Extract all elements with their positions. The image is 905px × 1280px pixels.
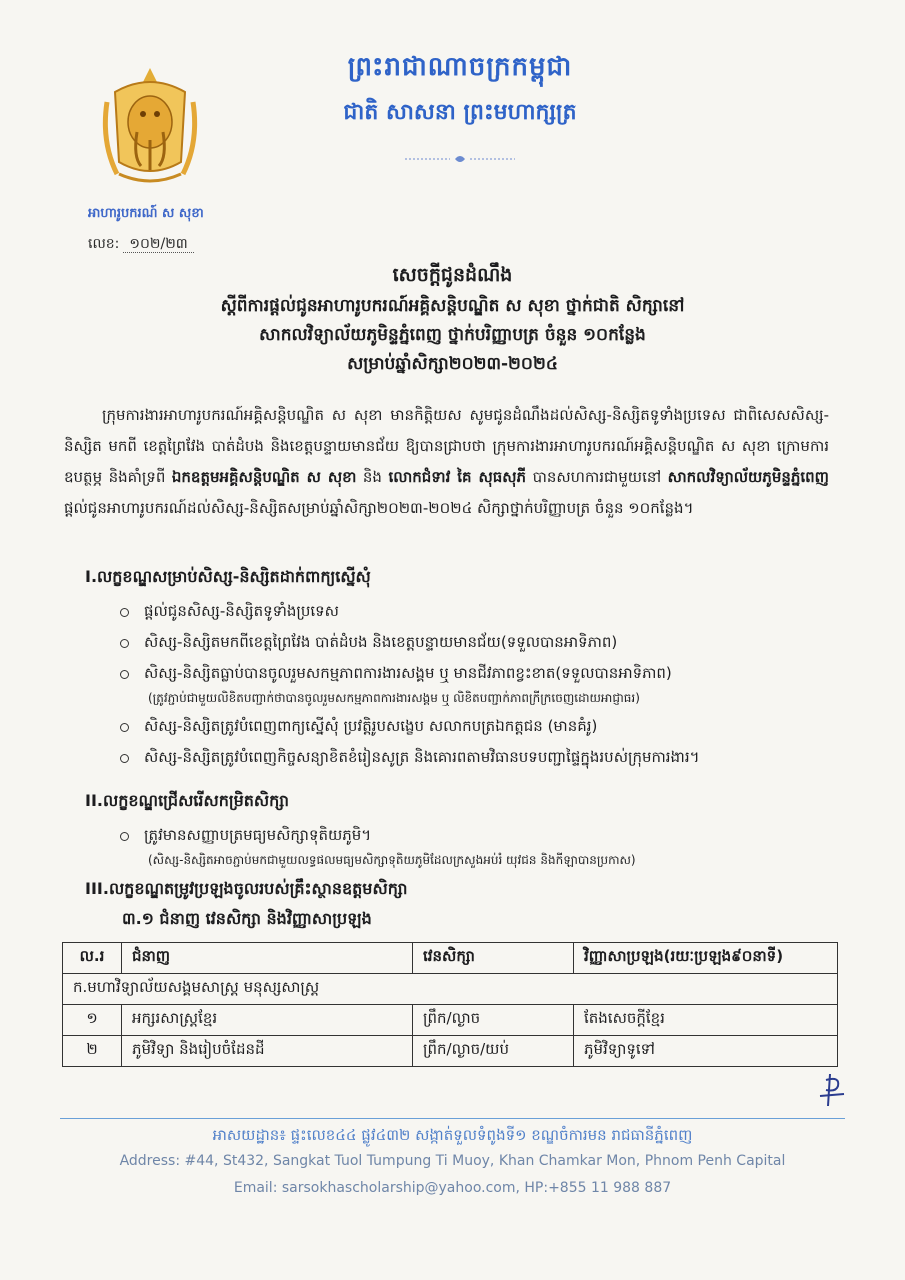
reference-number	[88, 234, 194, 255]
list-item: ផ្តល់ជូនសិស្ស-និស្សិតទូទាំងប្រទេស	[118, 596, 818, 627]
section-1-list	[118, 596, 818, 773]
table-group-row	[63, 974, 838, 1005]
table-row	[63, 1005, 838, 1036]
intro-part-4: ផ្តល់ជូនអាហារូបករណ៍ដល់សិស្ស-និស្សិតសម្រាប់ឆ្នាំសិក្សា២០២៣-២០២៤ សិក្សាថ្នាក់បរិញ្ញាបត្រ ចំនួន ១០កន្លែង។	[64, 499, 694, 517]
section-2-heading: II.លក្ខខណ្ឌជ្រើសរើសកម្រិតសិក្សា	[85, 791, 289, 810]
intro-part-3: បានសហការជាមួយនៅ	[532, 468, 662, 486]
section-3-heading: III.លក្ខខណ្ឌតម្រូវប្រឡងចូលរបស់គ្រឹះស្ថានឧត្តមសិក្សា	[85, 879, 408, 898]
table-cell: ព្រឹក/ល្ងាច	[413, 1005, 574, 1036]
section-1-heading: I.លក្ខខណ្ឌសម្រាប់សិស្ស-និស្សិតដាក់ពាក្យស្នើសុំ	[85, 567, 371, 586]
table-cell: ២	[63, 1036, 122, 1067]
intro-bold-1: ឯកឧត្តមអគ្គិសន្តិបណ្ឌិត ស សុខា	[171, 468, 357, 486]
table-cell: អក្សរសាស្ត្រខ្មែរ	[122, 1005, 413, 1036]
intro-bold-3: សាកលវិទ្យាល័យភូមិន្ទភ្នំពេញ	[667, 468, 829, 486]
intro-paragraph	[64, 400, 829, 524]
initial-signature-icon	[812, 1070, 852, 1110]
kingdom-name: ព្រះរាជាណាចក្រកម្ពុជា	[347, 52, 573, 82]
list-item: ត្រូវមានសញ្ញាបត្រមធ្យមសិក្សាទុតិយភូមិ។	[118, 820, 818, 851]
reference-value: ១០២/២៣	[123, 236, 193, 253]
organization-name: អាហារូបករណ៍ ស សុខា	[88, 206, 204, 221]
table-header-cell: ជំនាញ	[122, 943, 413, 974]
list-item: សិស្ស-និស្សិតមកពីខេត្តព្រៃវែង បាត់ដំបង និងខេត្តបន្ទាយមានជ័យ(ទទួលបានអាទិភាព)	[118, 627, 818, 658]
table-cell: តែងសេចក្តីខ្មែរ	[574, 1005, 838, 1036]
title-line-2: ស្តីពីការផ្តល់ជូនអាហារូបករណ៍អគ្គិសន្តិបណ្ឌិត ស សុខា ថ្នាក់ជាតិ សិក្សានៅ	[220, 296, 685, 316]
section-2-list	[118, 820, 818, 873]
table-header-cell: ល.រ	[63, 943, 122, 974]
table-row	[63, 1036, 838, 1067]
footer-address-khmer: អាសយដ្ឋាន៖ ផ្ទះលេខ៤៤ ផ្លូវ៤៣២ សង្កាត់ទួលទំពូងទី១ ខណ្ឌចំការមន រាជធានីភ្នំពេញ	[212, 1126, 693, 1144]
intro-bold-2: លោកជំទាវ គៃ សុធសុភី	[388, 468, 527, 486]
footer-address-english: Address: #44, St432, Sangkat Tuol Tumpung Ti Muoy, Khan Chamkar Mon, Phnom Penh Capital	[119, 1153, 786, 1169]
intro-part-2: និង	[362, 468, 382, 486]
table-cell: ព្រឹក/ល្ងាច/យប់	[413, 1036, 574, 1067]
footer-divider	[60, 1118, 845, 1119]
ornament-divider-icon	[385, 152, 535, 166]
footer-contact: Email: sarsokhascholarship@yahoo.com, HP:+855 11 988 887	[233, 1180, 672, 1196]
table-cell: ភូមិវិទ្យា និងរៀបចំដែនដី	[122, 1036, 413, 1067]
list-item: សិស្ស-និស្សិតត្រូវបំពេញពាក្យស្នើសុំ ប្រវត្តិរូបសង្ខេប សលាកបត្រឯកត្តជន (មានគំរូ)	[118, 711, 818, 742]
intro-part-1: ក្រុមការងារអាហារូបករណ៍អគ្គិសន្តិបណ្ឌិត ស សុខា មានកិត្តិយស សូមជូនដំណឹងដល់សិស្ស-និស្សិតទូទាំងប្រទេស ជាពិសេសសិស្ស-និស្សិត មកពី ខេត្តព្រៃវែង បាត់ដំបង និងខេត្តបន្ទាយមានជ័យ ឱ្យបានជ្រាបថា ក្រុមការងារអាហារូបករណ៍អគ្គិសន្តិបណ្ឌិត ស សុខា ក្រោមការឧបត្ថម្ភ និងគាំទ្រពី	[64, 406, 829, 486]
list-item: សិស្ស-និស្សិតធ្លាប់បានចូលរួមសកម្មភាពការងារសង្គម ឬ មានជីវភាពខ្វះខាត(ទទួលបានអាទិភាព)	[118, 658, 818, 689]
table-cell: ១	[63, 1005, 122, 1036]
national-motto: ជាតិ សាសនា ព្រះមហាក្សត្រ	[343, 100, 577, 125]
list-item: សិស្ស-និស្សិតត្រូវបំពេញកិច្ចសន្យាខិតខំរៀនសូត្រ និងគោរពតាមវិធានបទបញ្ជាផ្ទៃក្នុងរបស់ក្រុមការងារ។	[118, 742, 818, 773]
table-header-cell: វិញ្ញាសាប្រឡង(រយៈប្រឡង៩០នាទី)	[574, 943, 838, 974]
section-3-subheading: ៣.១ ជំនាញ វេនសិក្សា និងវិញ្ញាសាប្រឡង	[122, 909, 372, 928]
title-line-4: សម្រាប់ឆ្នាំសិក្សា២០២៣-២០២៤	[347, 354, 558, 374]
title-line-1: សេចក្តីជូនដំណឹង	[392, 264, 513, 286]
table-cell: ភូមិវិទ្យាទូទៅ	[574, 1036, 838, 1067]
table-header-row	[63, 943, 838, 974]
list-note: (សិស្ស-និស្សិតអាចភ្ជាប់មកជាមួយលទ្ធផលមធ្យមសិក្សាទុតិយភូមិដែលក្រសួងអប់រំ យុវជន និងកីឡាបានប្រកាស)	[148, 853, 636, 867]
list-note: (ត្រូវភ្ជាប់ជាមួយលិខិតបញ្ជាក់ថាបានចូលរួមសកម្មភាពការងារសង្គម ឬ លិខិតបញ្ជាក់ភាពក្រីក្រចេញដោយអាជ្ញាធរ)	[148, 691, 640, 705]
table-header-cell: វេនសិក្សា	[413, 943, 574, 974]
title-line-3: សាកលវិទ្យាល័យភូមិន្ទភ្នំពេញ ថ្នាក់បរិញ្ញាបត្រ ចំនួន ១០កន្លែង	[259, 325, 646, 345]
table-group-cell: ក.មហាវិទ្យាល័យសង្គមសាស្ត្រ មនុស្សសាស្ត្រ	[63, 974, 838, 1005]
notice-title	[80, 263, 825, 382]
reference-label: លេខ:	[88, 236, 120, 252]
royal-emblem-icon	[95, 62, 205, 192]
exam-table	[62, 942, 838, 1067]
